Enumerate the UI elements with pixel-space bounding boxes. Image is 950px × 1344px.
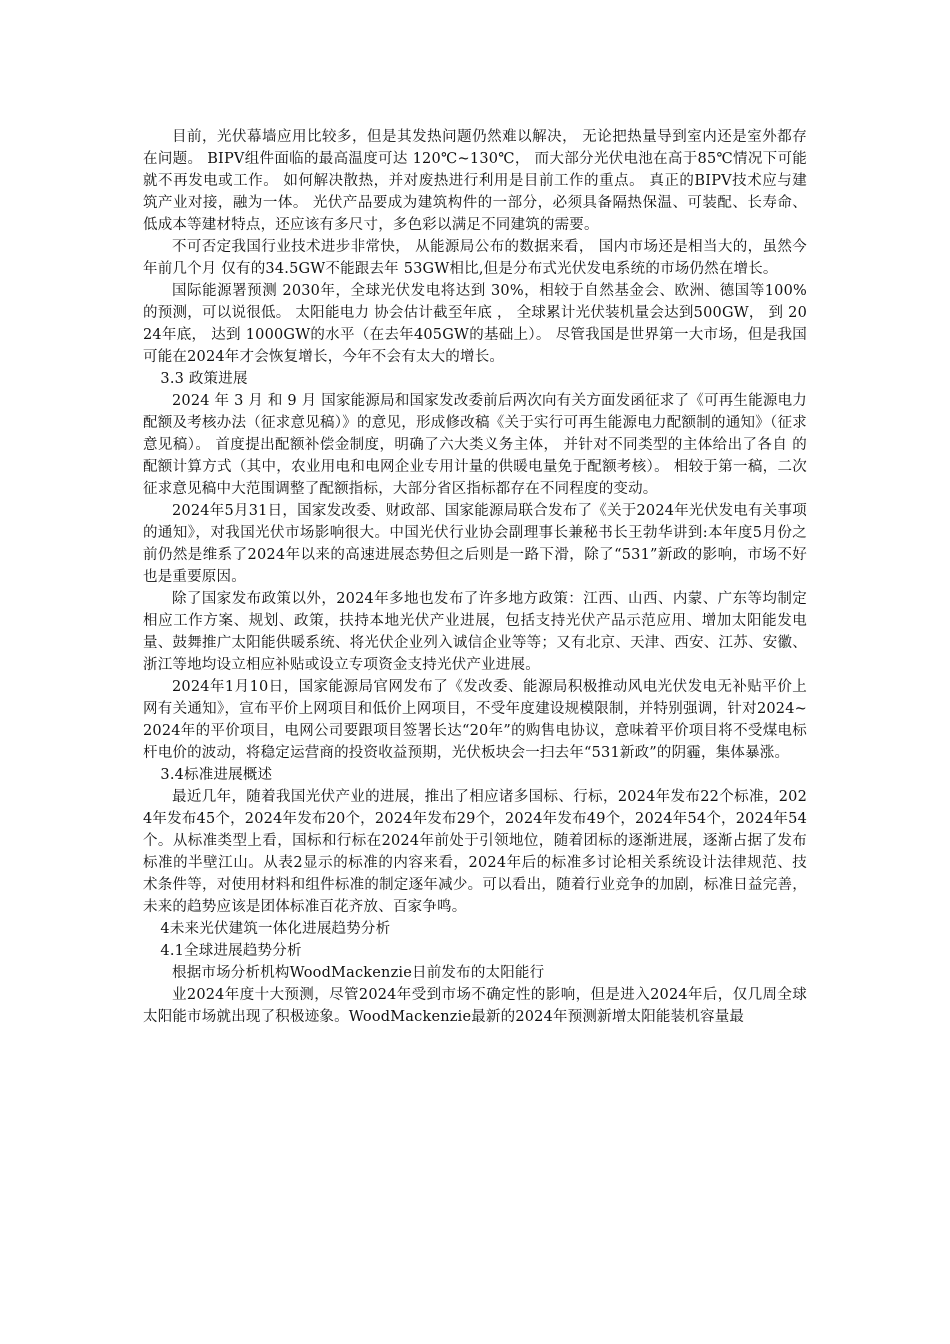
section-heading-policy: 3.3 政策进展 xyxy=(160,371,248,387)
section-heading-future: 4未来光伏建筑一体化进展趋势分析 xyxy=(160,921,391,937)
paragraph-grid-parity: 2024年1月10日，国家能源局官网发布了《发改委、能源局积极推动风电光伏发电无补贴平价上网有关通知》，宣布平价上网项目和低价上网项目，不受年度建设规模限制，并特别强调，针对2024~2024年的平价项目，电网公司要跟项目签署长达“20年”的购售电协议，意味着平价项目将不受煤电标杆电价的波动，将稳定运营商的投资收益预期，光伏板块会一扫去年“531新政”的阴霾，集体暴涨。 xyxy=(143,679,807,761)
paragraph-531-notice: 2024年5月31日，国家发改委、财政部、国家能源局联合发布了《关于2024年光伏发电有关事项的通知》，对我国光伏市场影响很大。中国光伏行业协会副理事长兼秘书长王勃华讲到:本年度5月份之前仍然是维系了2024年以来的高速进展态势但之后则是一路下滑，除了“531”新政的影响，市场不好也是重要原因。 xyxy=(143,503,807,585)
paragraph-iea-forecast: 国际能源署预测 2030年，全球光伏发电将达到 30%，相较于自然基金会、欧洲、德国等100%的预测，可以说很低。 太阳能电力 协会估计截至年底 ， 全球累计光伏装机量会达到500GW， 到 2024年底， 达到 1000GW的水平（在去年405GW的基础上）。 尽管我国是世界第一大市场，但是我国可能在2024年才会恢复增长，今年不会有太大的增长。 xyxy=(143,283,807,365)
paragraph-woodmackenzie-intro: 根据市场分析机构WoodMackenzie日前发布的太阳能行 xyxy=(172,965,545,981)
paragraph-bipv-heat: 目前，光伏幕墙应用比较多，但是其发热问题仍然难以解决， 无论把热量导到室内还是室外都存在问题。 BIPV组件面临的最高温度可达 120℃~130℃， 而大部分光伏电池在高于85℃情况下可能就不再发电或工作。 如何解决散热，并对废热进行利用是目前工作的重点。 真正的BIPV技术应与建筑产业对接，融为一体。 光伏产品要成为建筑构件的一部分，必须具备隔热保温、可装配、长寿命、低成本等建材特点，还应该有多尺寸，多色彩以满足不同建筑的需要。 xyxy=(143,129,807,233)
paragraph-local-policies: 除了国家发布政策以外，2024年多地也发布了许多地方政策：江西、山西、内蒙、广东等均制定相应工作方案、规划、政策，扶持本地光伏产业进展，包括支持光伏产品示范应用、增加太阳能发电量、鼓舞推广太阳能供暖系统、将光伏企业列入诚信企业等等；又有北京、天津、西安、江苏、安徽、浙江等地均设立相应补贴或设立专项资金支持光伏产业进展。 xyxy=(143,591,807,673)
paragraph-quota-policy: 2024 年 3 月 和 9 月 国家能源局和国家发改委前后两次向有关方面发函征求了《可再生能源电力配额及考核办法（征求意见稿）》的意见，形成修改稿《关于实行可再生能源电力配额制的通知》（征求意见稿）。 首度提出配额补偿金制度，明确了六大类义务主体， 并针对不同类型的主体给出了各自 的配额计算方式（其中，农业用电和电网企业专用计量的供暖电量免于配额考核）。 相较于第一稿，二次征求意见稿中大范围调整了配额指标，大部分省区指标都存在不同程度的变动。 xyxy=(143,393,807,497)
document-page xyxy=(143,126,807,1028)
paragraph-domestic-market: 不可否定我国行业技术进步非常快， 从能源局公布的数据来看， 国内市场还是相当大的，虽然今年前几个月 仅有的34.5GW不能跟去年 53GW相比,但是分布式光伏发电系统的市场仍然在增长。 xyxy=(143,239,807,277)
section-heading-global: 4.1全球进展趋势分析 xyxy=(160,943,302,959)
section-heading-standards: 3.4标准进展概述 xyxy=(160,767,273,783)
paragraph-standards: 最近几年，随着我国光伏产业的进展，推出了相应诸多国标、行标，2024年发布22个标准，2024年发布45个，2024年发布20个，2024年发布29个，2024年发布49个，2024年54个，2024年54个。从标准类型上看，国标和行标在2024年前处于引领地位，随着团标的逐渐进展，逐渐占据了发布标准的半壁江山。从表2显示的标准的内容来看，2024年后的标准多讨论相关系统设计法律规范、技术条件等，对使用材料和组件标准的制定逐年减少。可以看出，随着行业竞争的加剧，标准日益完善，未来的趋势应该是团体标准百花齐放、百家争鸣。 xyxy=(143,789,807,915)
paragraph-woodmackenzie-forecast: 业2024年度十大预测，尽管2024年受到市场不确定性的影响，但是进入2024年后，仅几周全球太阳能市场就出现了积极迹象。WoodMackenzie最新的2024年预测新增太阳能装机容量最 xyxy=(143,987,807,1025)
